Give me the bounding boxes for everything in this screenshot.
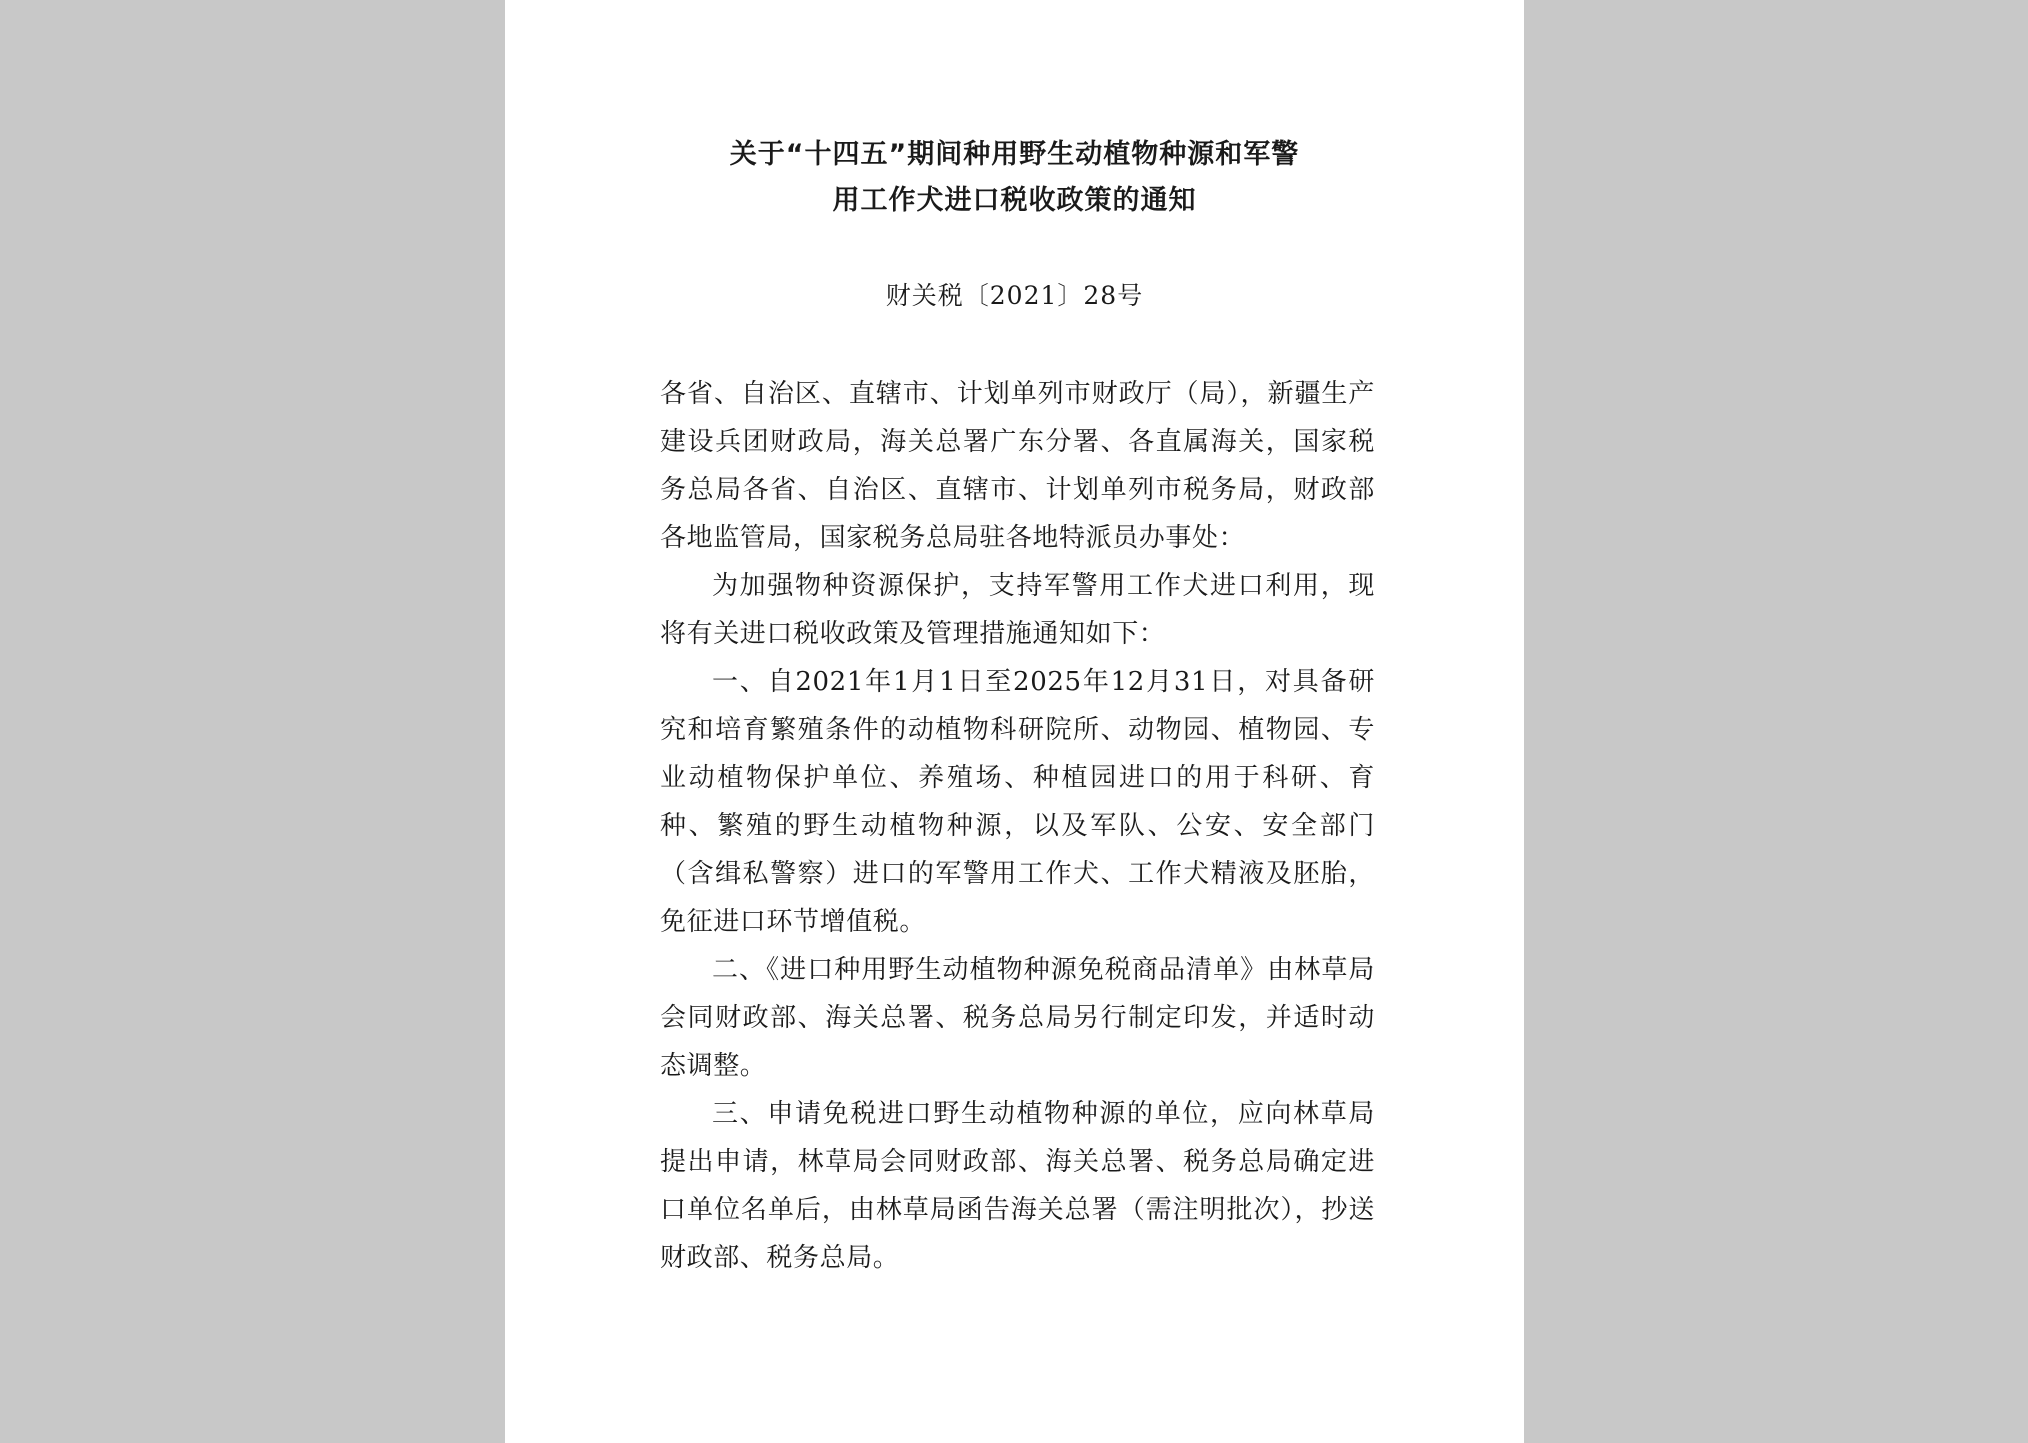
- document-number: 财关税〔2021〕28号: [885, 281, 1144, 310]
- item-1-paragraph: 一、自2021年1月1日至2025年12月31日，对具备研究和培育繁殖条件的动植物科研院所、动物园、植物园、专业动植物保护单位、养殖场、种植园进口的用于科研、育种、繁殖的野生动植物种源，以及军队、公安、安全部门（含缉私警察）进口的军警用工作犬、工作犬精液及胚胎，免征进口环节增值税。: [660, 667, 1375, 937]
- addressee-paragraph: 各省、自治区、直辖市、计划单列市财政厅（局），新疆生产建设兵团财政局，海关总署广东分署、各直属海关，国家税务总局各省、自治区、直辖市、计划单列市税务局，财政部各地监管局，国家税务总局驻各地特派员办事处：: [660, 379, 1375, 553]
- document-title: [505, 132, 1524, 224]
- title-line-1: 关于“十四五”期间种用野生动植物种源和军警: [729, 139, 1300, 170]
- item-2-paragraph: 二、《进口种用野生动植物种源免税商品清单》由林草局会同财政部、海关总署、税务总局另行制定印发，并适时动态调整。: [660, 955, 1375, 1081]
- item-3-paragraph: 三、申请免税进口野生动植物种源的单位，应向林草局提出申请，林草局会同财政部、海关总署、税务总局确定进口单位名单后，由林草局函告海关总署（需注明批次），抄送财政部、税务总局。: [660, 1099, 1375, 1273]
- document-body: [660, 370, 1375, 1282]
- document-page: [505, 0, 1524, 1443]
- title-line-2: 用工作犬进口税收政策的通知: [832, 185, 1197, 216]
- intro-paragraph: 为加强物种资源保护，支持军警用工作犬进口利用，现将有关进口税收政策及管理措施通知如下：: [660, 571, 1375, 649]
